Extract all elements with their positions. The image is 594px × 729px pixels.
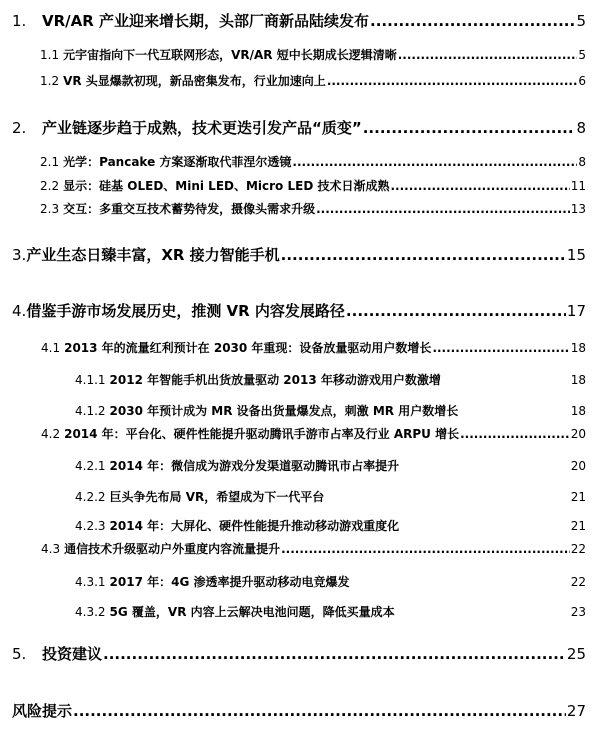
toc-number: 3. [12,246,27,264]
toc-leader [281,246,566,264]
toc-leader [390,179,569,193]
toc-entry-1[interactable] [12,10,586,31]
toc-number: 1. [12,12,27,30]
toc-title: VR 头显爆款初现，新品密集发布，行业加速向上 [63,74,326,88]
toc-number: 4.2.2 [75,490,106,504]
toc-page-number: 25 [566,645,586,663]
toc-title: 2012 年智能手机出货放量驱动 2013 年移动游戏用户数激增 [109,373,441,387]
toc-page-number: 15 [566,246,586,264]
toc-title: 巨头争先布局 VR，希望成为下一代平台 [109,490,325,504]
toc-number: 4.2.1 [75,459,106,473]
toc-title: 交互：多重交互技术蓄势待发，摄像头需求升级 [63,202,316,216]
toc-number: 1.1 [40,48,60,62]
toc-page-number: 21 [570,519,586,533]
toc-number: 4.3.2 [75,605,106,619]
toc-title: 投资建议 [42,645,103,663]
toc-leader [73,702,566,720]
toc-title: 光学：Pancake 方案逐渐取代菲涅尔透镜 [63,155,292,169]
toc-entry-4-2-3[interactable] [75,517,586,534]
toc-title: 产业生态日臻丰富，XR 接力智能手机 [26,246,280,264]
toc-entry-4-3-1[interactable] [75,573,586,590]
toc-leader [292,155,577,169]
toc-entry-4-3-2[interactable] [75,603,586,620]
toc-page-number: 6 [578,74,586,88]
toc-leader [327,74,578,88]
toc-entry-4-2[interactable] [41,425,586,442]
toc-number: 4.1 [41,341,61,355]
toc-page-number: 27 [566,702,586,720]
toc-entry-2-1[interactable] [40,153,586,170]
toc-number: 4.1.1 [75,373,106,387]
toc-entry-5[interactable] [12,643,586,664]
toc-page-number: 11 [570,179,586,193]
toc-number: 2.3 [40,202,60,216]
toc-title: 显示：硅基 OLED、Mini LED、Micro LED 技术日渐成熟 [63,179,390,193]
toc-entry-4-1-1[interactable] [75,371,586,388]
toc-title: 借鉴手游市场发展历史，推测 VR 内容发展路径 [26,302,345,320]
toc-leader [370,12,575,30]
toc-number: 4.3 [41,542,61,556]
toc-number: 4. [12,302,27,320]
toc-number: 2. [12,119,27,137]
toc-entry-4-2-1[interactable] [75,457,586,474]
toc-entry-3[interactable] [12,244,586,265]
toc-title: 元宇宙指向下一代互联网形态，VR/AR 短中长期成长逻辑清晰 [63,48,397,62]
toc-page-number: 22 [570,542,586,556]
toc-entry-4[interactable] [12,300,586,321]
toc-entry-2-2[interactable] [40,177,586,194]
toc-page-number: 5 [576,12,586,30]
toc-leader [103,645,566,663]
toc-page-number: 18 [570,373,586,387]
toc-entry-4-1-2[interactable] [75,402,586,419]
toc-entry-4-3[interactable] [41,540,586,557]
toc-page-number: 20 [570,459,586,473]
toc-leader [398,48,578,62]
toc-entry-4-1[interactable] [41,339,586,356]
toc-leader [281,542,570,556]
toc-title: 风险提示 [12,702,73,720]
toc-title: 2017 年：4G 渗透率提升驱动移动电竞爆发 [109,575,350,589]
toc-page-number: 21 [570,490,586,504]
toc-page-number: 22 [570,575,586,589]
toc-number: 2.2 [40,179,60,193]
toc-title: 通信技术升级驱动户外重度内容流量提升 [64,542,281,556]
toc-number: 4.2 [41,427,61,441]
toc-title: 2014 年：微信成为游戏分发渠道驱动腾讯市占率提升 [109,459,400,473]
toc-number: 4.3.1 [75,575,106,589]
toc-entry-2[interactable] [12,117,586,138]
toc-entry-2-3[interactable] [40,200,586,217]
toc-page-number: 13 [570,202,586,216]
toc-leader [432,341,569,355]
toc-leader [316,202,570,216]
toc-number: 4.1.2 [75,404,106,418]
toc-entry-risk[interactable] [12,700,586,721]
toc-title: 产业链逐步趋于成熟，技术更迭引发产品“质变” [42,119,362,137]
toc-page-number: 20 [570,427,586,441]
toc-number: 5. [12,645,27,663]
toc-title: 5G 覆盖，VR 内容上云解决电池问题，降低买量成本 [109,605,395,619]
toc-title: 2014 年：平台化、硬件性能提升驱动腾讯手游市占率及行业 ARPU 增长 [64,427,460,441]
toc-leader [363,119,576,137]
toc-entry-4-2-2[interactable] [75,488,586,505]
toc-number: 1.2 [40,74,60,88]
toc-title: 2030 年预计成为 MR 设备出货量爆发点，刺激 MR 用户数增长 [109,404,459,418]
toc-title: 2014 年：大屏化、硬件性能提升推动移动游戏重度化 [109,519,400,533]
toc-page-number: 18 [570,341,586,355]
toc-page-number: 8 [576,119,586,137]
toc-page-number: 18 [570,404,586,418]
toc-title: 2013 年的流量红利预计在 2030 年重现：设备放量驱动用户数增长 [64,341,432,355]
toc-number: 4.2.3 [75,519,106,533]
toc-page-number: 17 [566,302,586,320]
toc-title: VR/AR 产业迎来增长期，头部厂商新品陆续发布 [42,12,370,30]
toc-entry-1-2[interactable] [40,72,586,89]
toc-page-number: 8 [578,155,586,169]
toc-leader [460,427,570,441]
toc-number: 2.1 [40,155,60,169]
toc-leader [346,302,566,320]
toc-entry-1-1[interactable] [40,46,586,63]
toc-page-number: 5 [578,48,586,62]
toc-page-number: 23 [570,605,586,619]
